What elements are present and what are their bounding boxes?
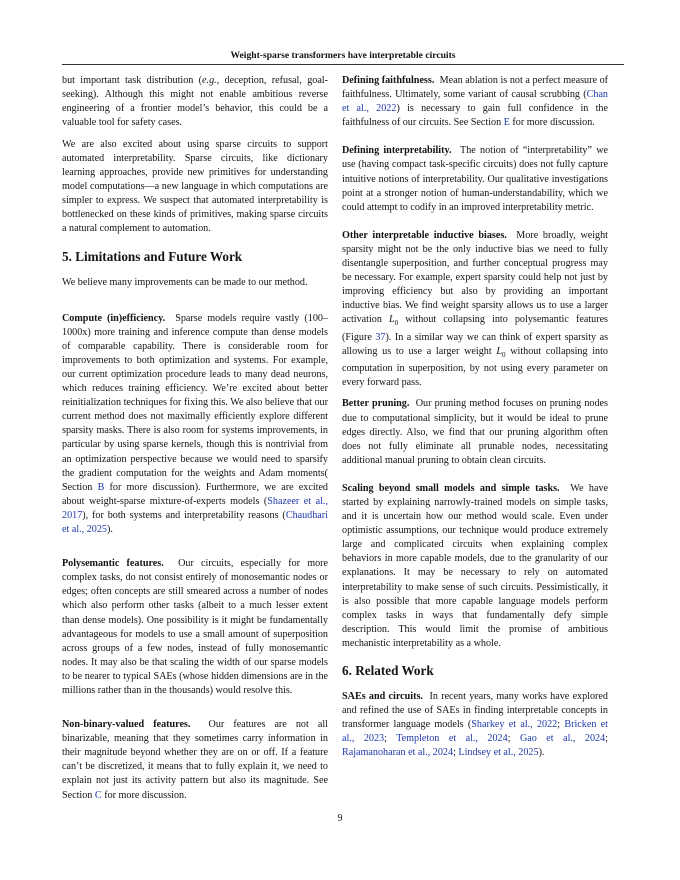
paragraph-safety-cases	[62, 74, 328, 130]
text: We have started by explaining narrowly-trained models on simple tasks, and it is uncertain how our method would scale. Even under optimistic assumptions, our technique would produce extremely large and complicated circuits when explaining complex behaviors in more capable models, due to the granularity of our explanations. It may be necessary to rely on automated interpretability to make sense of such circuits. Pessimistically, it is also possible that more capable language models perform complex tasks in ways that fundamentally defy simple description. This would limit the promise of ambitious mechanistic interpretability as a whole.	[342, 482, 609, 649]
separator: ;	[384, 733, 397, 745]
running-header: Weight-sparse transformers have interpretable circuits	[230, 50, 456, 61]
paragraph-polysemantic	[62, 557, 328, 698]
text: ), for both systems and interpretability reasons (	[82, 509, 286, 521]
right-column	[342, 74, 608, 768]
paragraph-automated-interp: We are also excited about using sparse circuits to support automated interpretability. Sparse circuits, like dictionary learning approaches, provide new primitives for understanding model computations—a new language in which computations are simpler to express. We suspect that automated interpretability is bottlenecked on these kinds of primitives, making sparse circuits a natural complement to automation.	[62, 138, 328, 235]
run-in-heading: Compute (in)efficiency.	[62, 312, 166, 324]
text: but important task distribution (	[62, 75, 203, 86]
text: In recent years, many works have explored and refined the use of SAEs in finding interpretable concepts in transformer language models (	[342, 691, 608, 731]
citation-link[interactable]: Chan et al., 2022	[342, 89, 608, 115]
text: ) is necessary to gain full confidence in the faithfulness of our circuits. See Section	[342, 103, 608, 129]
section-5-intro: We believe many improvements can be made to our method.	[62, 276, 308, 288]
section-6-heading: 6. Related Work	[342, 663, 434, 679]
separator: ;	[557, 719, 565, 731]
paragraph-interpretability	[342, 144, 608, 214]
text: ). In a similar way we can think of expert sparsity as allowing us to use a larger weight	[342, 331, 609, 357]
citation-link[interactable]: Chaudhari et al., 2025	[62, 509, 328, 536]
paragraph-pruning	[342, 397, 608, 467]
text: ).	[107, 524, 113, 536]
run-in-heading: SAEs and circuits.	[342, 691, 423, 703]
run-in-heading: Polysemantic features.	[62, 558, 164, 570]
citation-link[interactable]: Sharkey et al., 2022	[471, 719, 558, 731]
separator: ;	[507, 733, 520, 745]
figure-link[interactable]: 37	[375, 331, 386, 343]
text: without collapsing into polysemantic features (Figure	[342, 314, 609, 343]
citation-link[interactable]: Lindsey et al., 2025	[458, 747, 539, 759]
citation-link[interactable]: Gao et al., 2024	[519, 733, 606, 745]
paragraph-nonbinary	[62, 718, 328, 803]
page-number: 9	[337, 813, 343, 824]
citation-link[interactable]: Bricken et al., 2023	[342, 719, 608, 745]
paragraph-saes	[342, 690, 608, 760]
text: ).	[538, 747, 545, 759]
run-in-heading: Defining faithfulness.	[342, 75, 435, 86]
run-in-heading: Scaling beyond small models and simple tasks.	[342, 482, 560, 494]
l0-symbol: L	[496, 345, 502, 357]
text: Sparse models require vastly (100–1000x) more training and inference compute than dense models of comparable capability. There is considerable room for improvements to both optimization and systems. For example, our current optimization procedure leads to many dead neurons, which reduces training efficiency. We’re excited about better reinitialization techniques for fixing this. We also believe that our current method does not maximally efficiently explore different sparsity masks. There is also room for systems improvements, in particular by using sparse kernels, though this is nontrivial from an optimization perspective because we would need to sparsify the gradient computation for the weights and Adam moments( Section	[62, 312, 329, 493]
text: , deception, refusal, goal-seeking). Although this might not enable ambitious reverse engineering of a frontier model’s behavior, this could be a valuable tool for safety cases.	[62, 75, 328, 129]
section-link[interactable]: B	[97, 481, 105, 493]
text: Our features are not all binarizable, meaning that they sometimes carry information in their magnitude beyond whether they are on or off. If a feature can’t be discretized, it means that to fully explain it, we need to explain not just its activity pattern but also its magnitude. See Section	[62, 719, 328, 801]
text: Mean ablation is not a perfect measure of faithfulness. Ultimately, some variant of causal scrubbing (	[342, 75, 609, 101]
text: The notion of “interpretability” we use (having compact task-specific circuits) does not fully capture intuitive notions of interpretability. Our qualitative investigations point at a stronger notion of human-understandability, which we could attempt to codify in an improved interpretability metric.	[342, 145, 609, 213]
text: for more discussion.	[101, 789, 187, 801]
eg-abbrev: e.g.	[202, 75, 217, 86]
separator: ;	[605, 733, 608, 745]
l0-symbol: L	[389, 314, 395, 326]
text: for more discussion). Furthermore, we are excited about weight-sparse mixture-of-experts models (	[62, 481, 328, 507]
text: Our pruning method focuses on pruning nodes due to computational simplicity, but it would be ideal to prune edges directly. Also, we find that our pruning algorithm often does not fully eliminate all prunable nodes, necessitating additional manual pruning to obtain clean circuits.	[342, 398, 608, 466]
text: Our circuits, especially for more complex tasks, do not consist entirely of monosemantic nodes or edges; often concepts are still smeared across a number of nodes which also perform other tasks (albeit to a much lesser extent than dense models). One possibility is it might be fundamentally advantageous for models to use a small amount of superposition across groups of a few nodes, instead of fully monosemantic nodes. It may also be that scaling the width of our sparse models to be nearer to typical SAEs (whose hidden dimensions are in the millions rather than in the thousands) would resolve this.	[62, 558, 328, 696]
left-column	[62, 74, 328, 810]
run-in-heading: Other interpretable inductive biases.	[342, 229, 507, 241]
section-link[interactable]: C	[94, 789, 102, 801]
run-in-heading: Defining interpretability.	[342, 145, 452, 157]
paragraph-scaling	[342, 482, 608, 651]
citation-link[interactable]: Templeton et al., 2024	[396, 733, 508, 745]
header-rule	[62, 64, 624, 65]
paragraph-faithfulness	[342, 74, 608, 130]
text: without collapsing into computation in superposition, by not using every parameter on every forward pass.	[342, 345, 608, 388]
l0-subscript: 0	[394, 319, 399, 328]
citation-link[interactable]: Shazeer et al., 2017	[62, 495, 328, 521]
paragraph-inductive-biases	[342, 229, 608, 390]
section-5-heading: 5. Limitations and Future Work	[62, 248, 243, 264]
l0-subscript: 0	[502, 350, 506, 359]
run-in-heading: Non-binary-valued features.	[62, 719, 191, 731]
section-link[interactable]: E	[503, 117, 510, 129]
separator: ;	[453, 747, 459, 759]
paragraph-compute	[62, 312, 328, 538]
text: More broadly, weight sparsity might not be the only inductive bias we need to fully disentangle superposition, and further conceptual progress may be necessary. For example, expert sparsity could help not just by improving efficiency but also by providing an important inductive bias. We find weight sparsity allows us to use a larger activation	[342, 229, 608, 326]
text: for more discussion.	[509, 117, 595, 129]
citation-link[interactable]: Rajamanoharan et al., 2024	[342, 747, 454, 759]
run-in-heading: Better pruning.	[342, 398, 410, 410]
